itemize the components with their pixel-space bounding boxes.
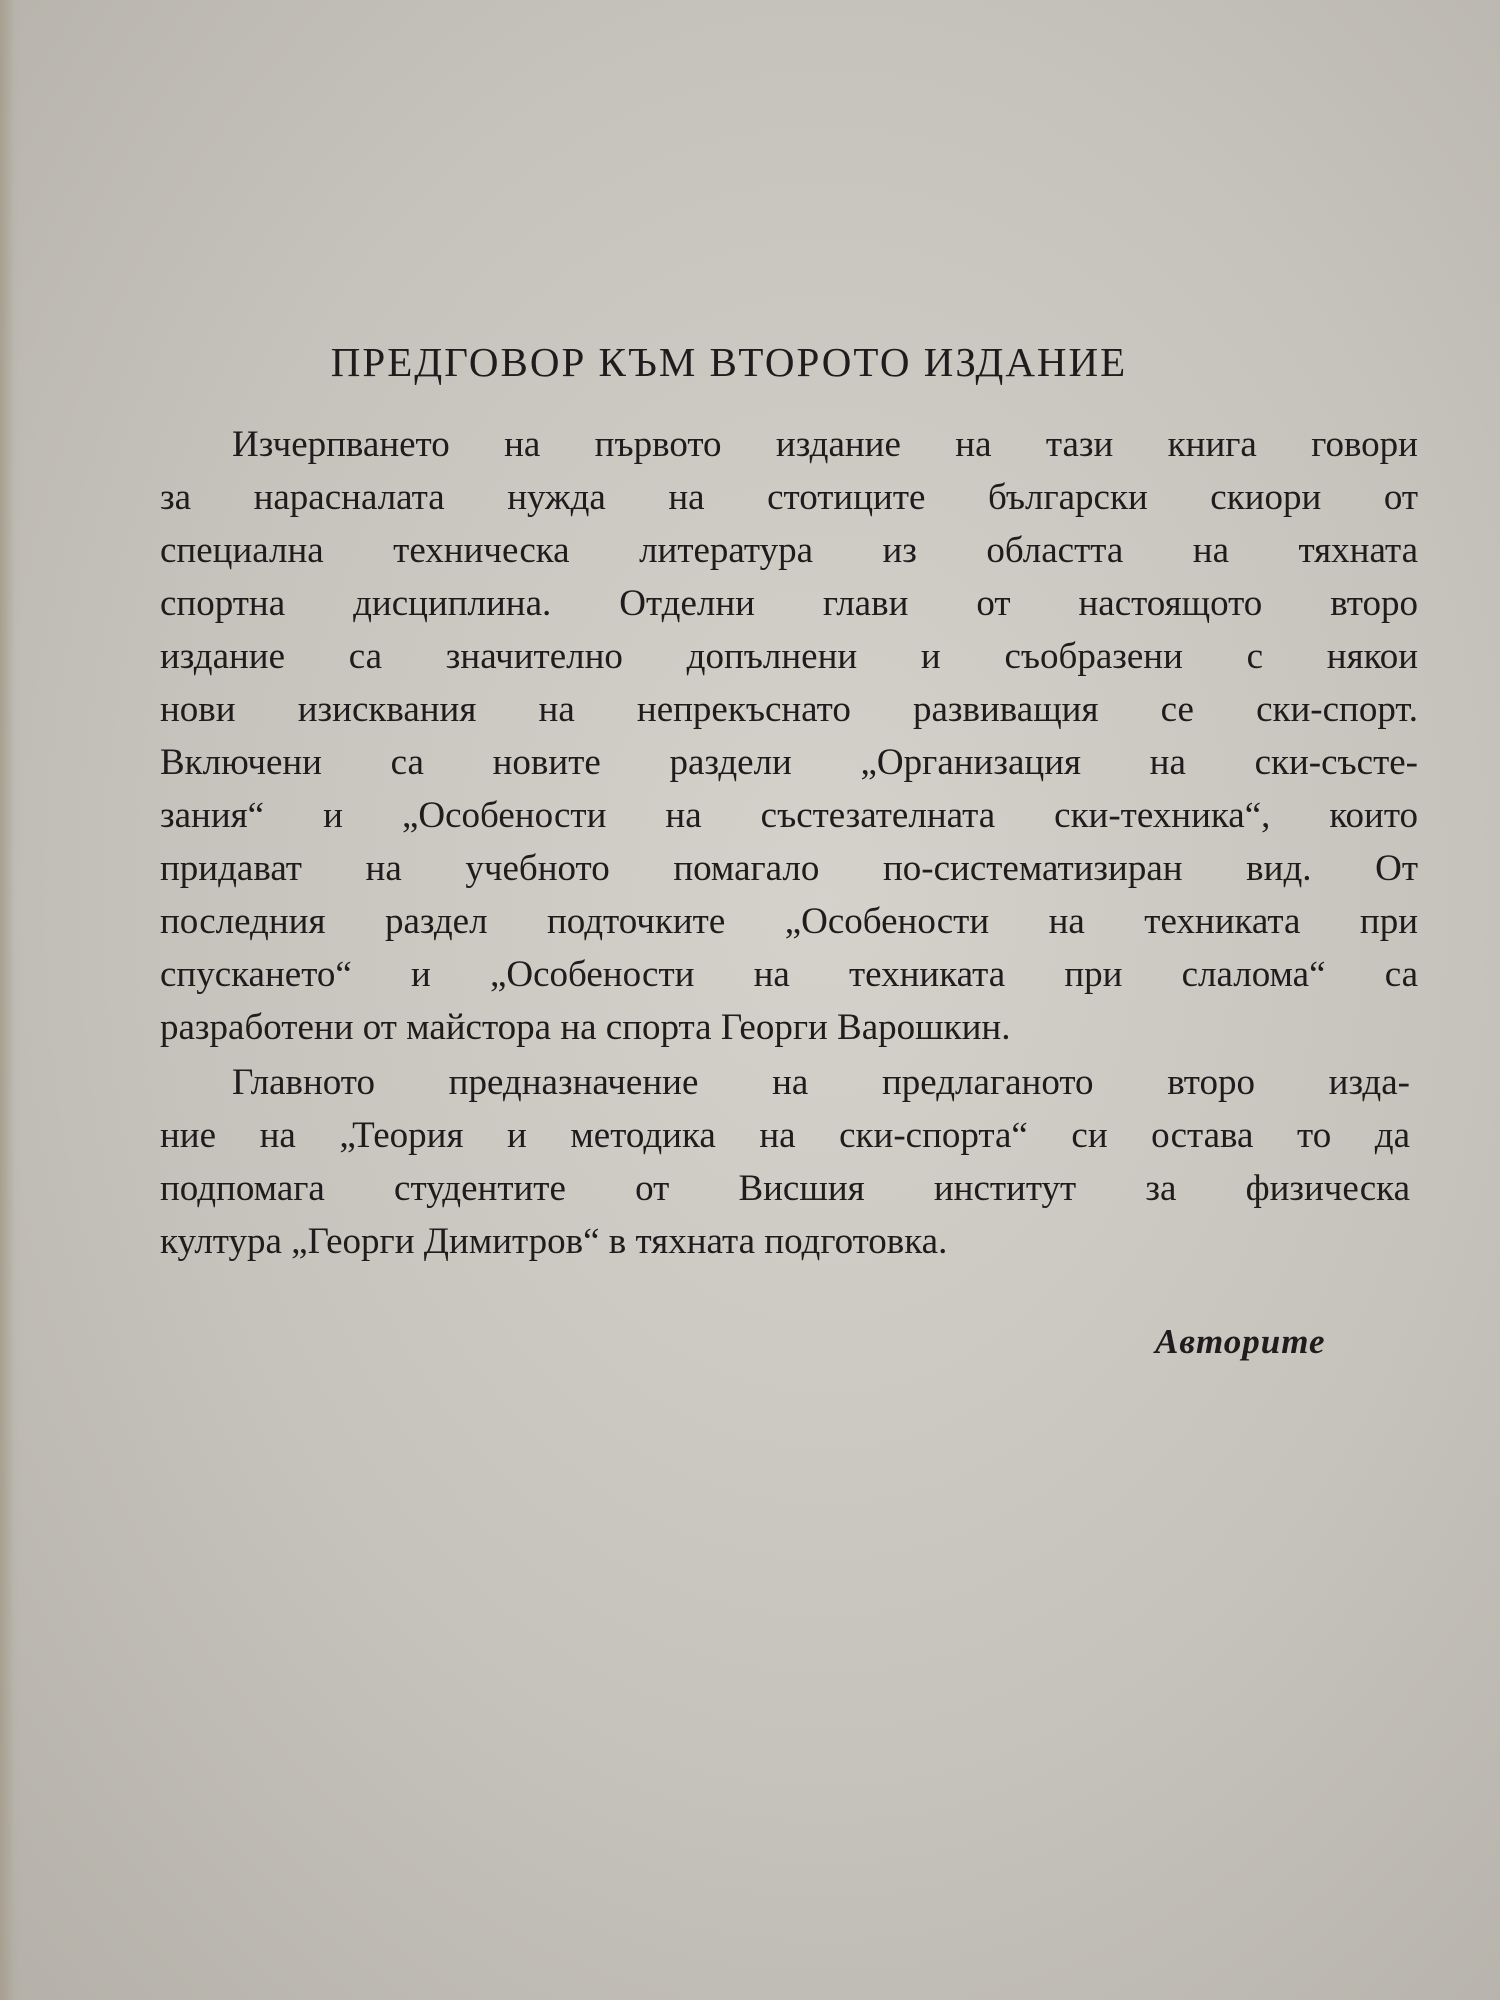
text-line: придават на учебното помагало по-систематизиран вид. От <box>160 848 1418 889</box>
paragraph-1 <box>160 418 1418 1054</box>
signature: Авторите <box>1155 1322 1326 1361</box>
text-line: Включени са новите раздели „Организация на ски-състе- <box>160 742 1418 783</box>
text-line: спортна дисциплина. Отделни глави от настоящото второ <box>160 583 1418 624</box>
text-line: за нарасналата нужда на стотиците български скиори от <box>160 477 1418 518</box>
text-line: култура „Георги Димитров“ в тяхната подготовка. <box>160 1221 948 1262</box>
text-line: разработени от майстора на спорта Георги Варошкин. <box>160 1007 1011 1048</box>
document-body <box>160 338 1418 1268</box>
page-edge <box>0 0 14 2000</box>
text-line: последния раздел подточките „Особености на техниката при <box>160 901 1418 942</box>
text-line: Изчерпването на първото издание на тази книга говори <box>232 424 1418 465</box>
text-line: зания“ и „Особености на състезателната ски-техника“, които <box>160 795 1418 836</box>
text-line: издание са значително допълнени и съобразени с някои <box>160 636 1418 677</box>
text-line: подпомага студентите от Висшия институт за физическа <box>160 1168 1410 1209</box>
text-line: специална техническа литература из областта на тяхната <box>160 530 1418 571</box>
page-title: ПРЕДГОВОР КЪМ ВТОРОТО ИЗДАНИЕ <box>330 339 1128 385</box>
text-line: ние на „Теория и методика на ски-спорта“ си остава то да <box>160 1115 1410 1156</box>
paragraph-2 <box>160 1056 1410 1268</box>
text-line: спускането“ и „Особености на техниката при слалома“ са <box>160 954 1418 995</box>
text-line: Главното предназначение на предлаганото второ изда- <box>232 1062 1410 1103</box>
text-line: нови изисквания на непрекъснато развиващия се ски-спорт. <box>160 689 1418 730</box>
